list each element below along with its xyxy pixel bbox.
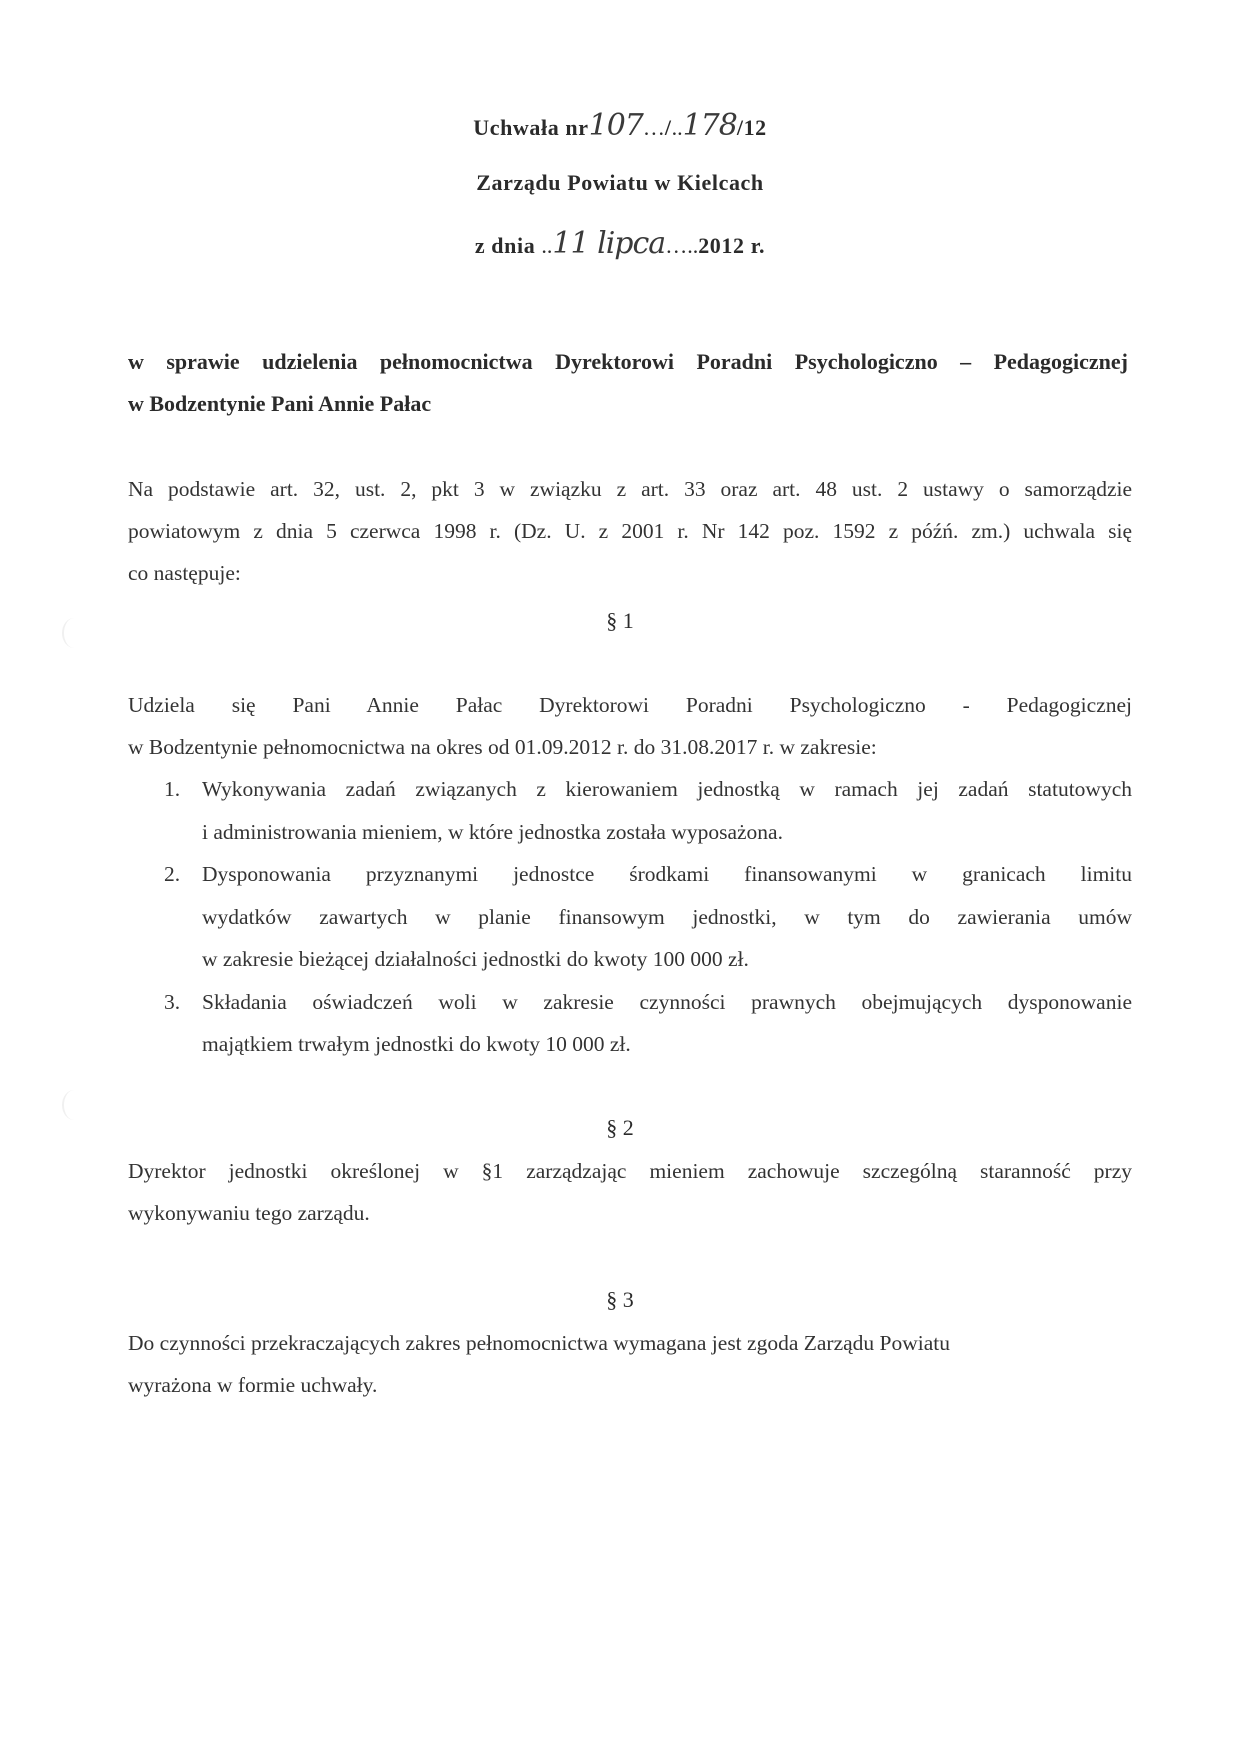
- legal-basis-paragraph: [128, 468, 1132, 594]
- resolution-title: [0, 108, 1240, 143]
- list-item-number: 2.: [164, 862, 181, 886]
- list-item-line: Składania oświadczeń woli w zakresie czynności prawnych obejmujących dysponowanie: [202, 989, 1132, 1014]
- handwritten-serial: 178: [682, 108, 737, 143]
- handwritten-date: 11 lipca: [552, 226, 666, 261]
- list-item-number: 3.: [164, 989, 181, 1014]
- subject-line: w sprawie udzielenia pełnomocnictwa Dyrektorowi Poradni Psychologiczno – Pedagogicznej: [128, 349, 1128, 374]
- date-prefix: z dnia: [474, 233, 536, 258]
- paragraph-line: co następuje:: [128, 561, 241, 585]
- dots: ..: [671, 115, 683, 140]
- paragraph-line: Do czynności przekraczających zakres pełnomocnictwa wymagana jest zgoda Zarządu Powiatu: [128, 1331, 951, 1355]
- paragraph-line: wyrażona w formie uchwały.: [128, 1373, 378, 1397]
- list-item-line: i administrowania mieniem, w które jednostka została wyposażona.: [202, 819, 783, 844]
- list-item: [128, 768, 1132, 853]
- section-heading: § 3: [606, 1287, 634, 1312]
- section3-paragraph: [128, 1322, 1132, 1406]
- dots: …..: [665, 233, 699, 258]
- paragraph-line: powiatowym z dnia 5 czerwca 1998 r. (Dz. U. z 2001 r. Nr 142 poz. 1592 z późń. zm.) uchwala się: [128, 519, 1132, 543]
- paragraph-line: w Bodzentynie pełnomocnictwa na okres od 01.09.2012 r. do 31.08.2017 r. w zakresie:: [128, 735, 877, 759]
- section2-paragraph: [128, 1150, 1132, 1234]
- authorization-scope-list: [128, 768, 1132, 1066]
- list-item-line: wydatków zawartych w planie finansowym jednostki, w tym do zawierania umów: [202, 904, 1132, 929]
- section-heading: § 1: [606, 608, 634, 633]
- list-item-line: Dysponowania przyznanymi jednostce środkami finansowanymi w granicach limitu: [202, 862, 1132, 886]
- paragraph-line: Udziela się Pani Annie Pałac Dyrektorowi Poradni Psychologiczno - Pedagogicznej: [128, 693, 1132, 717]
- paragraph-line: wykonywaniu tego zarządu.: [128, 1201, 370, 1225]
- list-item: [128, 853, 1132, 981]
- number-separator: /: [664, 115, 672, 140]
- subject-line: w Bodzentynie Pani Annie Pałac: [128, 391, 432, 416]
- title-prefix: Uchwała nr: [473, 115, 589, 140]
- section1-intro: [128, 684, 1132, 768]
- list-item: [128, 981, 1132, 1066]
- list-item-line: w zakresie bieżącej działalności jednostki do kwoty 100 000 zł.: [202, 947, 749, 971]
- paragraph-line: Na podstawie art. 32, ust. 2, pkt 3 w związku z art. 33 oraz art. 48 ust. 2 ustawy o samorządzie: [128, 477, 1132, 501]
- resolution-subject: [128, 341, 1128, 425]
- title-suffix: /12: [736, 115, 767, 140]
- list-item-line: majątkiem trwałym jednostki do kwoty 10 000 zł.: [202, 1032, 631, 1056]
- list-item-number: 1.: [164, 777, 181, 801]
- list-item-line: Wykonywania zadań związanych z kierowaniem jednostką w ramach jej zadań statutowych: [202, 777, 1132, 801]
- resolution-date: [0, 226, 1240, 261]
- dots: …: [642, 115, 665, 140]
- section-heading: § 2: [606, 1115, 634, 1140]
- paragraph-line: Dyrektor jednostki określonej w §1 zarządzając mieniem zachowuje szczególną staranność przy: [128, 1159, 1132, 1183]
- date-suffix: 2012 r.: [698, 233, 766, 258]
- authority-name: Zarządu Powiatu w Kielcach: [476, 170, 764, 195]
- handwritten-number: 107: [588, 108, 643, 143]
- dots: ..: [541, 233, 553, 258]
